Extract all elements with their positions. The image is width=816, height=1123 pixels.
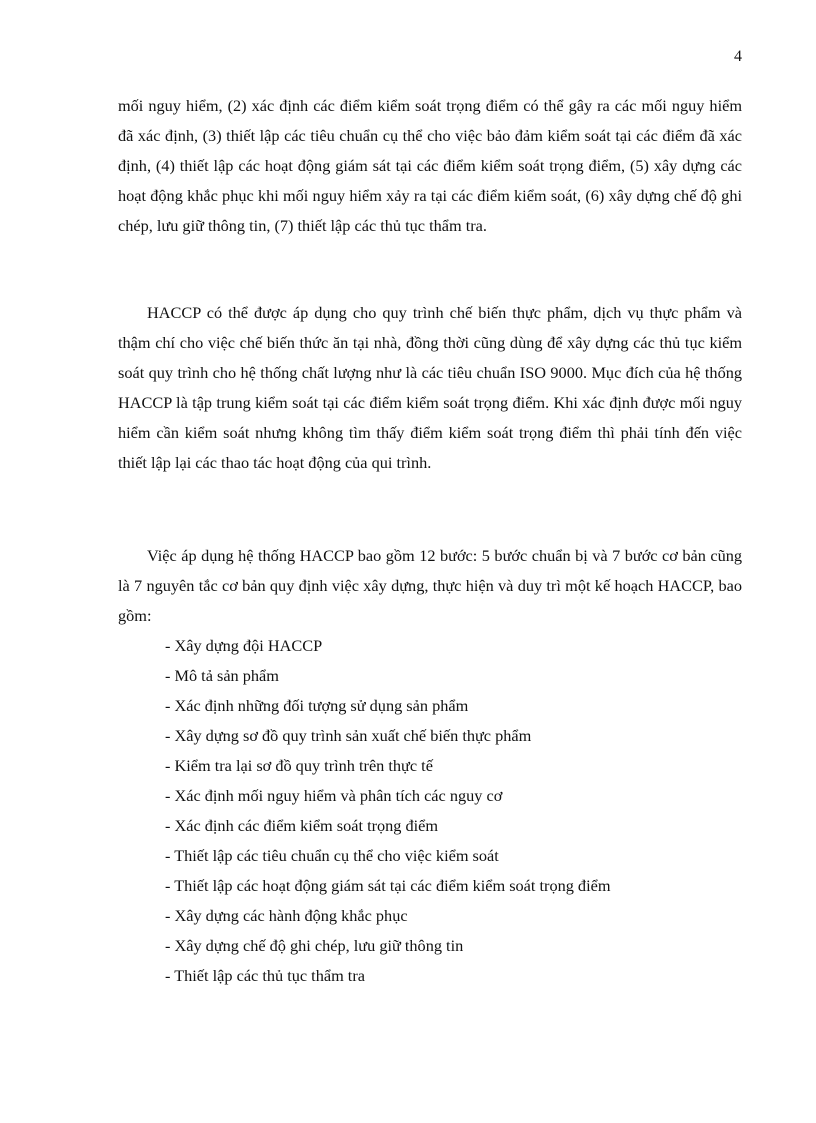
list-item: - Xây dựng sơ đồ quy trình sản xuất chế biến thực phẩm xyxy=(165,726,532,745)
page-number: 4 xyxy=(734,48,742,65)
list-item: - Mô tả sản phẩm xyxy=(165,666,279,685)
list-item: - Xây dựng chế độ ghi chép, lưu giữ thông tin xyxy=(165,936,464,955)
list-item: - Kiểm tra lại sơ đồ quy trình trên thực tế xyxy=(165,756,433,775)
list-item: - Thiết lập các hoạt động giám sát tại các điểm kiểm soát trọng điểm xyxy=(165,876,611,895)
list-item: - Xây dựng đội HACCP xyxy=(165,636,323,655)
list-item: - Xác định những đối tượng sử dụng sản phẩm xyxy=(165,696,469,715)
list-item: - Thiết lập các tiêu chuẩn cụ thể cho việc kiểm soát xyxy=(165,846,499,865)
list-item: - Xác định mối nguy hiểm và phân tích các nguy cơ xyxy=(165,786,503,805)
list-item: - Thiết lập các thủ tục thẩm tra xyxy=(165,966,365,985)
paragraph-haccp-steps-intro: Việc áp dụng hệ thống HACCP bao gồm 12 bước: 5 bước chuẩn bị và 7 bước cơ bản cũng là 7 nguyên tắc cơ bản quy định việc xây dựng, thực hiện và duy trì một kế hoạch HACCP, bao gồm: xyxy=(118,546,742,625)
haccp-steps-list xyxy=(165,631,725,991)
list-item: - Xây dựng các hành động khắc phục xyxy=(165,906,408,925)
paragraph-haccp-application: HACCP có thể được áp dụng cho quy trình chế biến thực phẩm, dịch vụ thực phẩm và thậm chí cho việc chế biến thức ăn tại nhà, đồng thời cũng dùng để xây dựng các thủ tục kiểm soát quy trình cho hệ thống chất lượng như là các tiêu chuẩn ISO 9000. Mục đích của hệ thống HACCP là tập trung kiểm soát tại các điểm kiểm soát trọng điểm. Khi xác định được mối nguy hiểm cần kiểm soát nhưng không tìm thấy điểm kiểm soát trọng điểm thì phải tính đến việc thiết lập lại các thao tác hoạt động của qui trình. xyxy=(118,303,742,472)
paragraph-principles-continued: mối nguy hiểm, (2) xác định các điểm kiểm soát trọng điểm có thể gây ra các mối nguy hiểm đã xác định, (3) thiết lập các tiêu chuẩn cụ thể cho việc bảo đảm kiểm soát tại các điểm đã xác định, (4) thiết lập các hoạt động giám sát tại các điểm kiểm soát trọng điểm, (5) xây dựng các hoạt động khắc phục khi mối nguy hiểm xảy ra tại các điểm kiểm soát, (6) xây dựng chế độ ghi chép, lưu giữ thông tin, (7) thiết lập các thủ tục thẩm tra. xyxy=(118,96,742,235)
list-item: - Xác định các điểm kiểm soát trọng điểm xyxy=(165,816,439,835)
